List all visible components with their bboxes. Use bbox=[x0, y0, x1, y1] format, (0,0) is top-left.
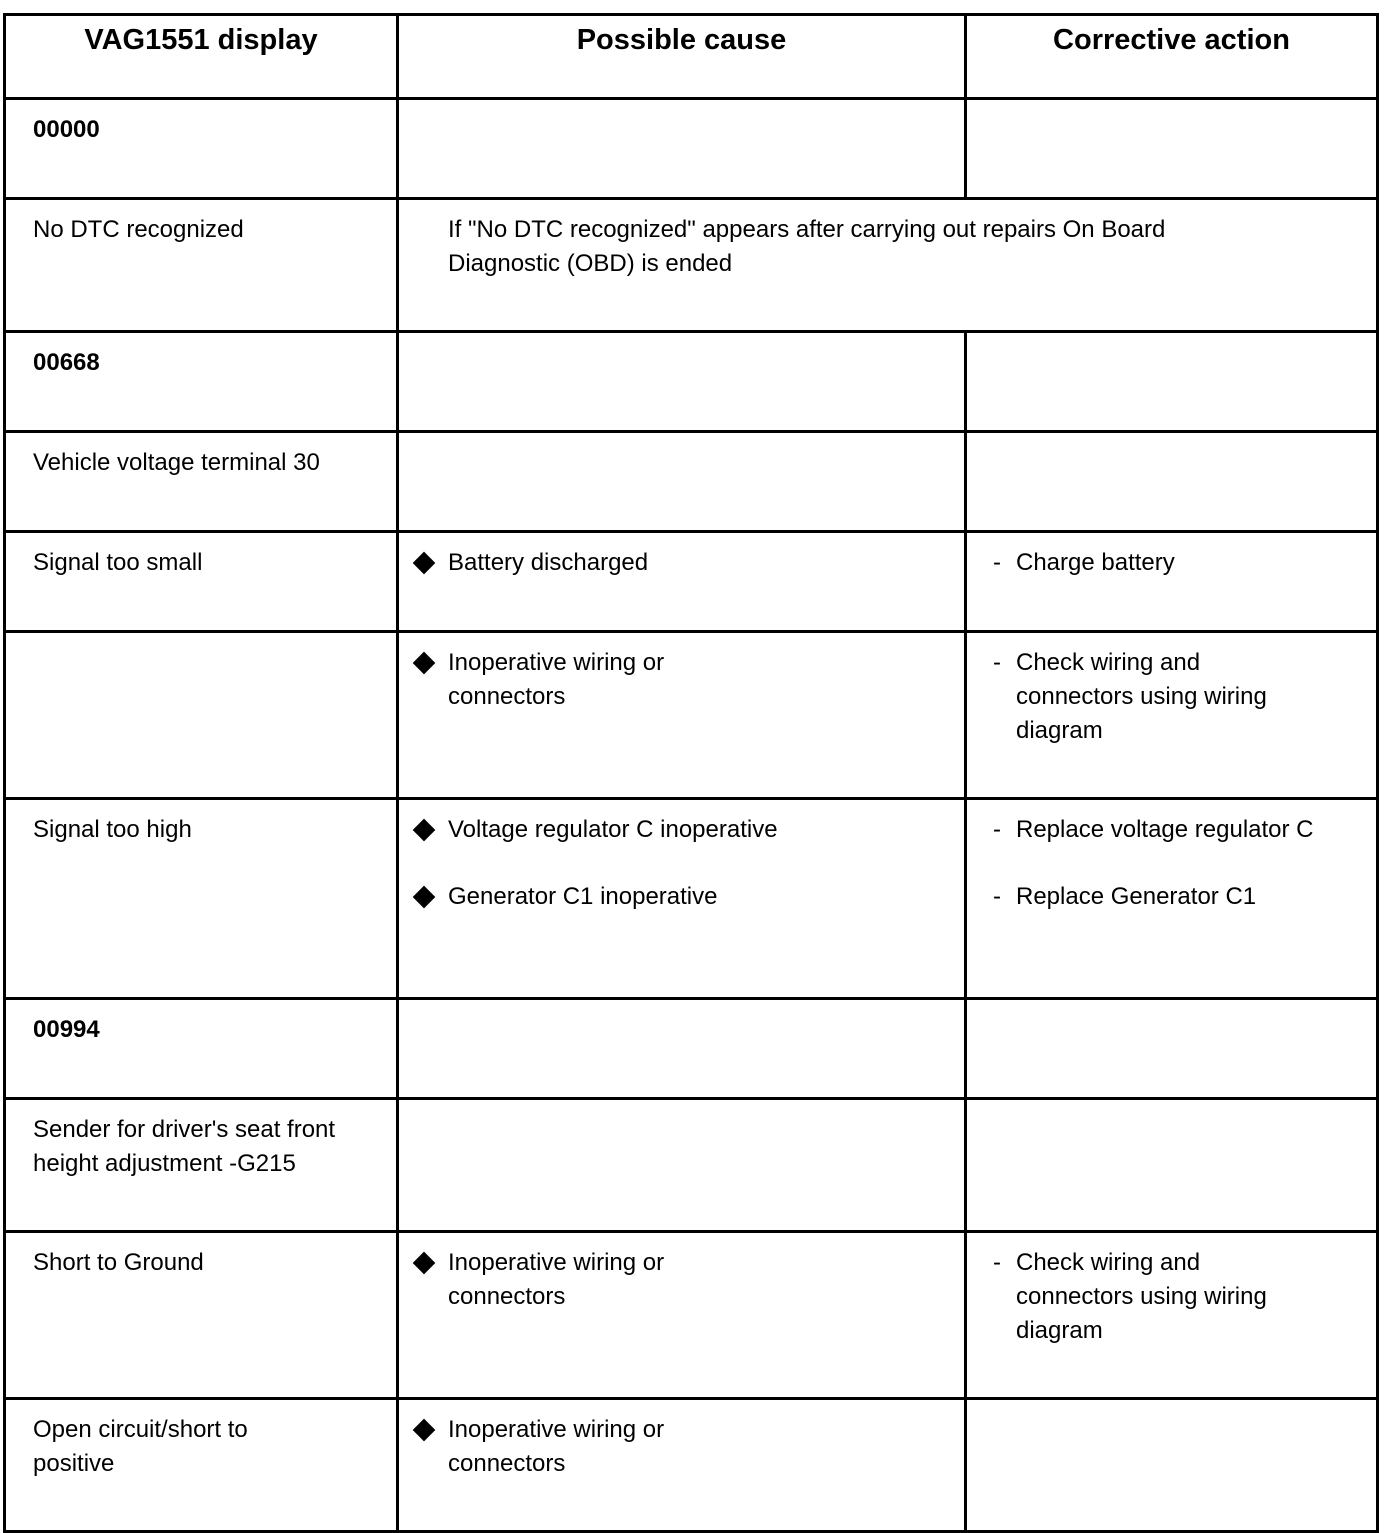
cause-cell bbox=[398, 1232, 966, 1399]
display-cell: Short to Ground bbox=[5, 1232, 398, 1399]
table-row bbox=[5, 199, 1378, 332]
table-row bbox=[5, 632, 1378, 799]
dash-marker: - bbox=[993, 816, 1001, 843]
span-note-cell: If "No DTC recognized" appears after carrying out repairs On Board Diagnostic (OBD) is ended bbox=[398, 199, 1378, 332]
display-cell: 00000 bbox=[5, 99, 398, 199]
display-cell: No DTC recognized bbox=[5, 199, 398, 332]
table-row bbox=[5, 332, 1378, 432]
cause-cell bbox=[398, 799, 966, 999]
diamond-bullet-icon bbox=[413, 1252, 436, 1275]
action-cell bbox=[966, 532, 1378, 632]
action-cell bbox=[966, 1232, 1378, 1399]
header-row bbox=[5, 15, 1378, 99]
action-cell bbox=[966, 1399, 1378, 1532]
diamond-bullet-icon bbox=[413, 886, 436, 909]
header-display: VAG1551 display bbox=[5, 15, 398, 99]
dash-marker: - bbox=[993, 1249, 1001, 1276]
display-cell: 00668 bbox=[5, 332, 398, 432]
display-cell bbox=[5, 632, 398, 799]
action-cell bbox=[966, 1099, 1378, 1232]
dash-marker: - bbox=[993, 883, 1001, 910]
cause-item: Inoperative wiring or connectors bbox=[399, 1246, 964, 1314]
table-row bbox=[5, 799, 1378, 999]
action-item: - Replace voltage regulator C bbox=[967, 813, 1376, 847]
cause-item: Battery discharged bbox=[399, 546, 964, 580]
table-row bbox=[5, 99, 1378, 199]
action-item: - Replace Generator C1 bbox=[967, 880, 1376, 914]
display-cell: Sender for driver's seat front height adjustment -G215 bbox=[5, 1099, 398, 1232]
cause-cell bbox=[398, 1399, 966, 1532]
action-item: - Check wiring and connectors using wiring diagram bbox=[967, 1246, 1376, 1348]
display-cell: Open circuit/short to positive bbox=[5, 1399, 398, 1532]
cause-cell bbox=[398, 1099, 966, 1232]
display-cell: Vehicle voltage terminal 30 bbox=[5, 432, 398, 532]
action-cell bbox=[966, 432, 1378, 532]
dtc-table bbox=[3, 13, 1379, 1533]
diamond-bullet-icon bbox=[413, 652, 436, 675]
display-cell: 00994 bbox=[5, 999, 398, 1099]
cause-item: Inoperative wiring or connectors bbox=[399, 1413, 964, 1481]
cause-cell bbox=[398, 632, 966, 799]
table-row bbox=[5, 1399, 1378, 1532]
dash-marker: - bbox=[993, 549, 1001, 576]
action-cell bbox=[966, 632, 1378, 799]
action-item: - Check wiring and connectors using wiring diagram bbox=[967, 646, 1376, 748]
cause-item: Generator C1 inoperative bbox=[399, 880, 964, 914]
table-row bbox=[5, 1232, 1378, 1399]
dash-marker: - bbox=[993, 649, 1001, 676]
cause-cell bbox=[398, 99, 966, 199]
table-row bbox=[5, 999, 1378, 1099]
action-cell bbox=[966, 99, 1378, 199]
action-cell bbox=[966, 332, 1378, 432]
header-action: Corrective action bbox=[966, 15, 1378, 99]
cause-cell bbox=[398, 999, 966, 1099]
cause-cell bbox=[398, 432, 966, 532]
cause-item: Voltage regulator C inoperative bbox=[399, 813, 964, 847]
header-cause: Possible cause bbox=[398, 15, 966, 99]
diamond-bullet-icon bbox=[413, 1419, 436, 1442]
table-row bbox=[5, 1099, 1378, 1232]
table-row bbox=[5, 532, 1378, 632]
display-cell: Signal too high bbox=[5, 799, 398, 999]
action-item: - Charge battery bbox=[967, 546, 1376, 580]
cause-cell bbox=[398, 332, 966, 432]
cause-item: Inoperative wiring or connectors bbox=[399, 646, 964, 714]
display-cell: Signal too small bbox=[5, 532, 398, 632]
table-row bbox=[5, 432, 1378, 532]
action-cell bbox=[966, 799, 1378, 999]
diamond-bullet-icon bbox=[413, 819, 436, 842]
cause-cell bbox=[398, 532, 966, 632]
diamond-bullet-icon bbox=[413, 552, 436, 575]
action-cell bbox=[966, 999, 1378, 1099]
